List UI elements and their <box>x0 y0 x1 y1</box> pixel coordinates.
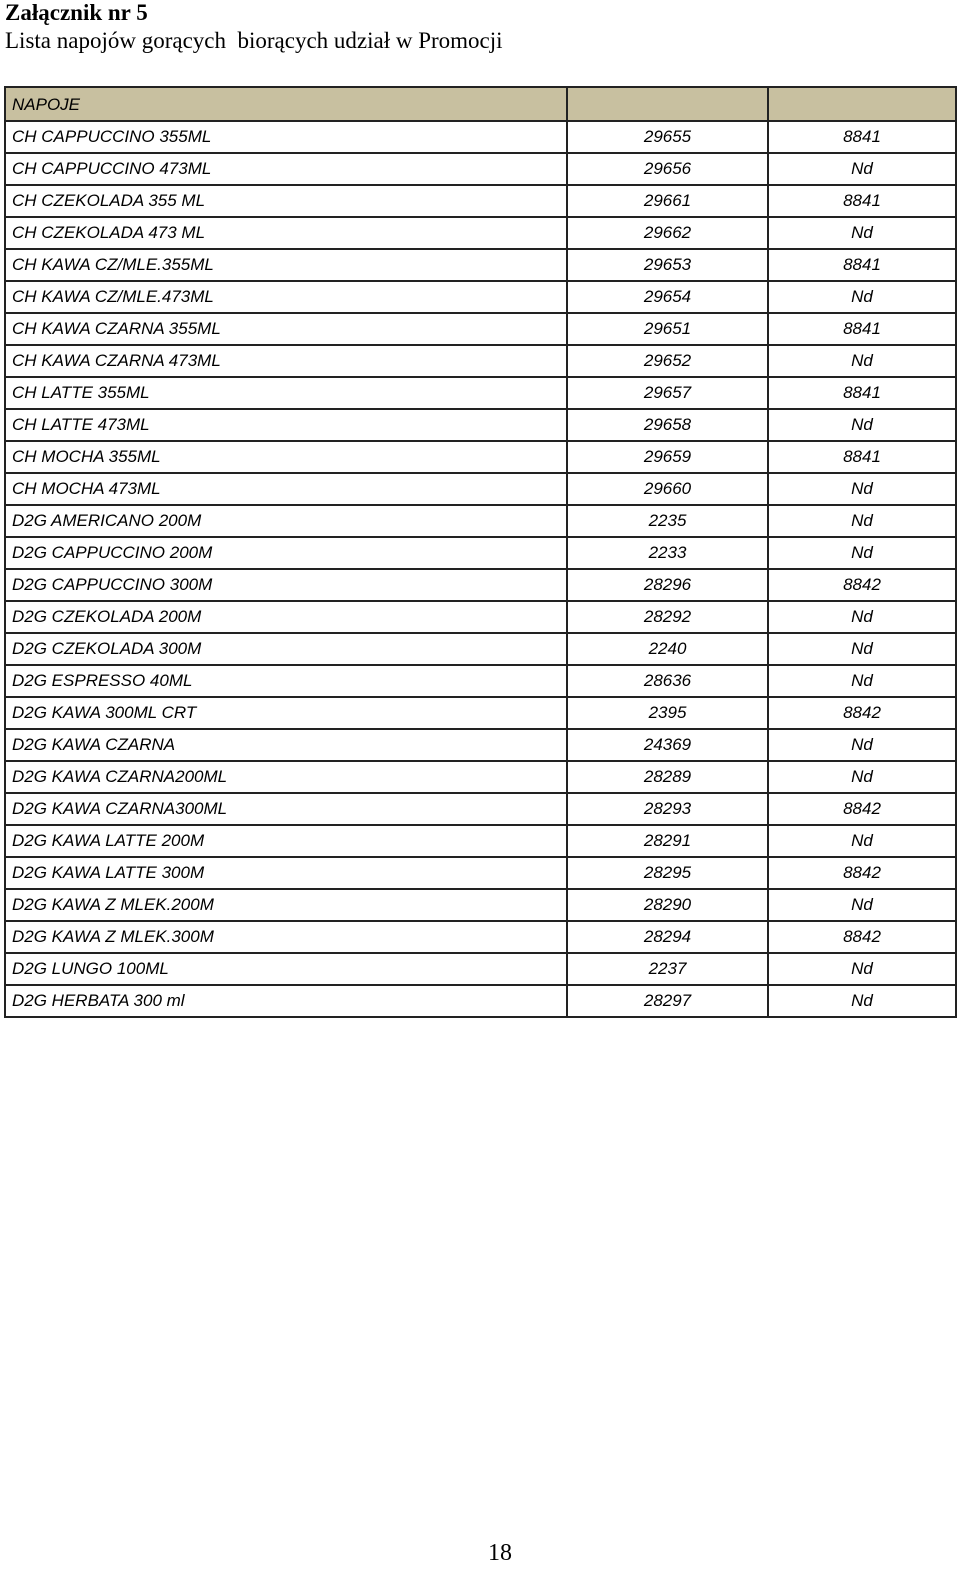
table-row <box>5 537 956 569</box>
cell-product-code: 29660 <box>567 473 768 505</box>
cell-product-name: CH KAWA CZ/MLE.355ML <box>5 249 567 281</box>
table-row <box>5 345 956 377</box>
table-row <box>5 409 956 441</box>
cell-product-code: 28297 <box>567 985 768 1017</box>
cell-reference: Nd <box>768 537 956 569</box>
cell-reference: 8842 <box>768 793 956 825</box>
document-subtitle: Lista napojów gorących biorących udział w Promocji <box>5 28 503 53</box>
cell-product-name: CH KAWA CZARNA 355ML <box>5 313 567 345</box>
cell-reference: Nd <box>768 345 956 377</box>
cell-product-name: D2G LUNGO 100ML <box>5 953 567 985</box>
cell-product-name: D2G CAPPUCCINO 300M <box>5 569 567 601</box>
cell-reference: Nd <box>768 409 956 441</box>
cell-product-code: 2395 <box>567 697 768 729</box>
cell-product-code: 28636 <box>567 665 768 697</box>
table-row <box>5 377 956 409</box>
table-row <box>5 153 956 185</box>
cell-reference: 8841 <box>768 185 956 217</box>
cell-product-code: 29657 <box>567 377 768 409</box>
table-row <box>5 569 956 601</box>
table-row <box>5 281 956 313</box>
cell-product-name: CH MOCHA 473ML <box>5 473 567 505</box>
cell-product-code: 2235 <box>567 505 768 537</box>
cell-product-code: 2237 <box>567 953 768 985</box>
cell-product-code: 29653 <box>567 249 768 281</box>
table-row <box>5 185 956 217</box>
cell-product-name: CH KAWA CZ/MLE.473ML <box>5 281 567 313</box>
cell-product-code: 28289 <box>567 761 768 793</box>
cell-product-code: 2233 <box>567 537 768 569</box>
cell-product-code: 28294 <box>567 921 768 953</box>
cell-reference: Nd <box>768 953 956 985</box>
cell-product-name: CH CAPPUCCINO 355ML <box>5 121 567 153</box>
cell-product-name: D2G CZEKOLADA 300M <box>5 633 567 665</box>
cell-reference: Nd <box>768 217 956 249</box>
table-row <box>5 985 956 1017</box>
cell-reference: Nd <box>768 825 956 857</box>
cell-product-code: 29662 <box>567 217 768 249</box>
cell-product-code: 29658 <box>567 409 768 441</box>
cell-product-name: D2G KAWA CZARNA <box>5 729 567 761</box>
table-row <box>5 761 956 793</box>
header-cell-ref <box>768 87 956 121</box>
table-row <box>5 121 956 153</box>
cell-product-name: CH CZEKOLADA 473 ML <box>5 217 567 249</box>
table-row <box>5 857 956 889</box>
cell-product-name: D2G CZEKOLADA 200M <box>5 601 567 633</box>
cell-reference: 8841 <box>768 249 956 281</box>
table-row <box>5 313 956 345</box>
cell-product-name: D2G KAWA LATTE 200M <box>5 825 567 857</box>
table-row <box>5 505 956 537</box>
cell-reference: Nd <box>768 153 956 185</box>
cell-reference: 8841 <box>768 313 956 345</box>
cell-reference: Nd <box>768 665 956 697</box>
cell-product-code: 29651 <box>567 313 768 345</box>
table-row <box>5 889 956 921</box>
cell-product-code: 28293 <box>567 793 768 825</box>
cell-product-code: 24369 <box>567 729 768 761</box>
cell-product-name: D2G KAWA LATTE 300M <box>5 857 567 889</box>
cell-reference: 8842 <box>768 857 956 889</box>
cell-product-code: 29656 <box>567 153 768 185</box>
cell-reference: 8841 <box>768 121 956 153</box>
cell-product-code: 28292 <box>567 601 768 633</box>
cell-product-name: CH KAWA CZARNA 473ML <box>5 345 567 377</box>
cell-product-name: D2G KAWA 300ML CRT <box>5 697 567 729</box>
cell-product-name: D2G ESPRESSO 40ML <box>5 665 567 697</box>
cell-reference: 8841 <box>768 441 956 473</box>
cell-product-code: 29661 <box>567 185 768 217</box>
table-row <box>5 825 956 857</box>
cell-product-name: D2G CAPPUCCINO 200M <box>5 537 567 569</box>
cell-product-name: CH LATTE 355ML <box>5 377 567 409</box>
cell-reference: Nd <box>768 985 956 1017</box>
cell-product-name: CH CAPPUCCINO 473ML <box>5 153 567 185</box>
header-cell-code <box>567 87 768 121</box>
cell-product-code: 28296 <box>567 569 768 601</box>
cell-product-name: D2G HERBATA 300 ml <box>5 985 567 1017</box>
cell-product-name: CH MOCHA 355ML <box>5 441 567 473</box>
table-row <box>5 633 956 665</box>
cell-product-code: 2240 <box>567 633 768 665</box>
table-row <box>5 441 956 473</box>
table-row <box>5 953 956 985</box>
cell-reference: Nd <box>768 633 956 665</box>
page-number: 18 <box>488 1540 512 1566</box>
cell-product-name: CH LATTE 473ML <box>5 409 567 441</box>
table-row <box>5 697 956 729</box>
cell-product-name: D2G KAWA CZARNA200ML <box>5 761 567 793</box>
cell-reference: Nd <box>768 761 956 793</box>
cell-reference: Nd <box>768 281 956 313</box>
cell-product-code: 29659 <box>567 441 768 473</box>
cell-product-code: 28291 <box>567 825 768 857</box>
cell-reference: Nd <box>768 889 956 921</box>
header-cell-name: NAPOJE <box>5 87 567 121</box>
cell-product-name: D2G AMERICANO 200M <box>5 505 567 537</box>
table-row <box>5 601 956 633</box>
cell-reference: 8842 <box>768 569 956 601</box>
cell-product-code: 29652 <box>567 345 768 377</box>
cell-product-name: CH CZEKOLADA 355 ML <box>5 185 567 217</box>
table-row <box>5 793 956 825</box>
cell-reference: Nd <box>768 473 956 505</box>
cell-reference: 8842 <box>768 921 956 953</box>
cell-product-code: 28295 <box>567 857 768 889</box>
cell-reference: Nd <box>768 729 956 761</box>
cell-product-name: D2G KAWA Z MLEK.300M <box>5 921 567 953</box>
table-row <box>5 217 956 249</box>
cell-reference: 8841 <box>768 377 956 409</box>
beverages-table <box>4 86 957 1018</box>
document-title: Załącznik nr 5 <box>5 0 148 25</box>
table-row <box>5 729 956 761</box>
cell-product-code: 29655 <box>567 121 768 153</box>
cell-product-name: D2G KAWA CZARNA300ML <box>5 793 567 825</box>
table-row <box>5 665 956 697</box>
cell-reference: Nd <box>768 601 956 633</box>
cell-reference: Nd <box>768 505 956 537</box>
table-row <box>5 249 956 281</box>
table-row <box>5 921 956 953</box>
cell-product-code: 28290 <box>567 889 768 921</box>
table-header-row <box>5 87 956 121</box>
cell-product-code: 29654 <box>567 281 768 313</box>
table-row <box>5 473 956 505</box>
cell-product-name: D2G KAWA Z MLEK.200M <box>5 889 567 921</box>
cell-reference: 8842 <box>768 697 956 729</box>
